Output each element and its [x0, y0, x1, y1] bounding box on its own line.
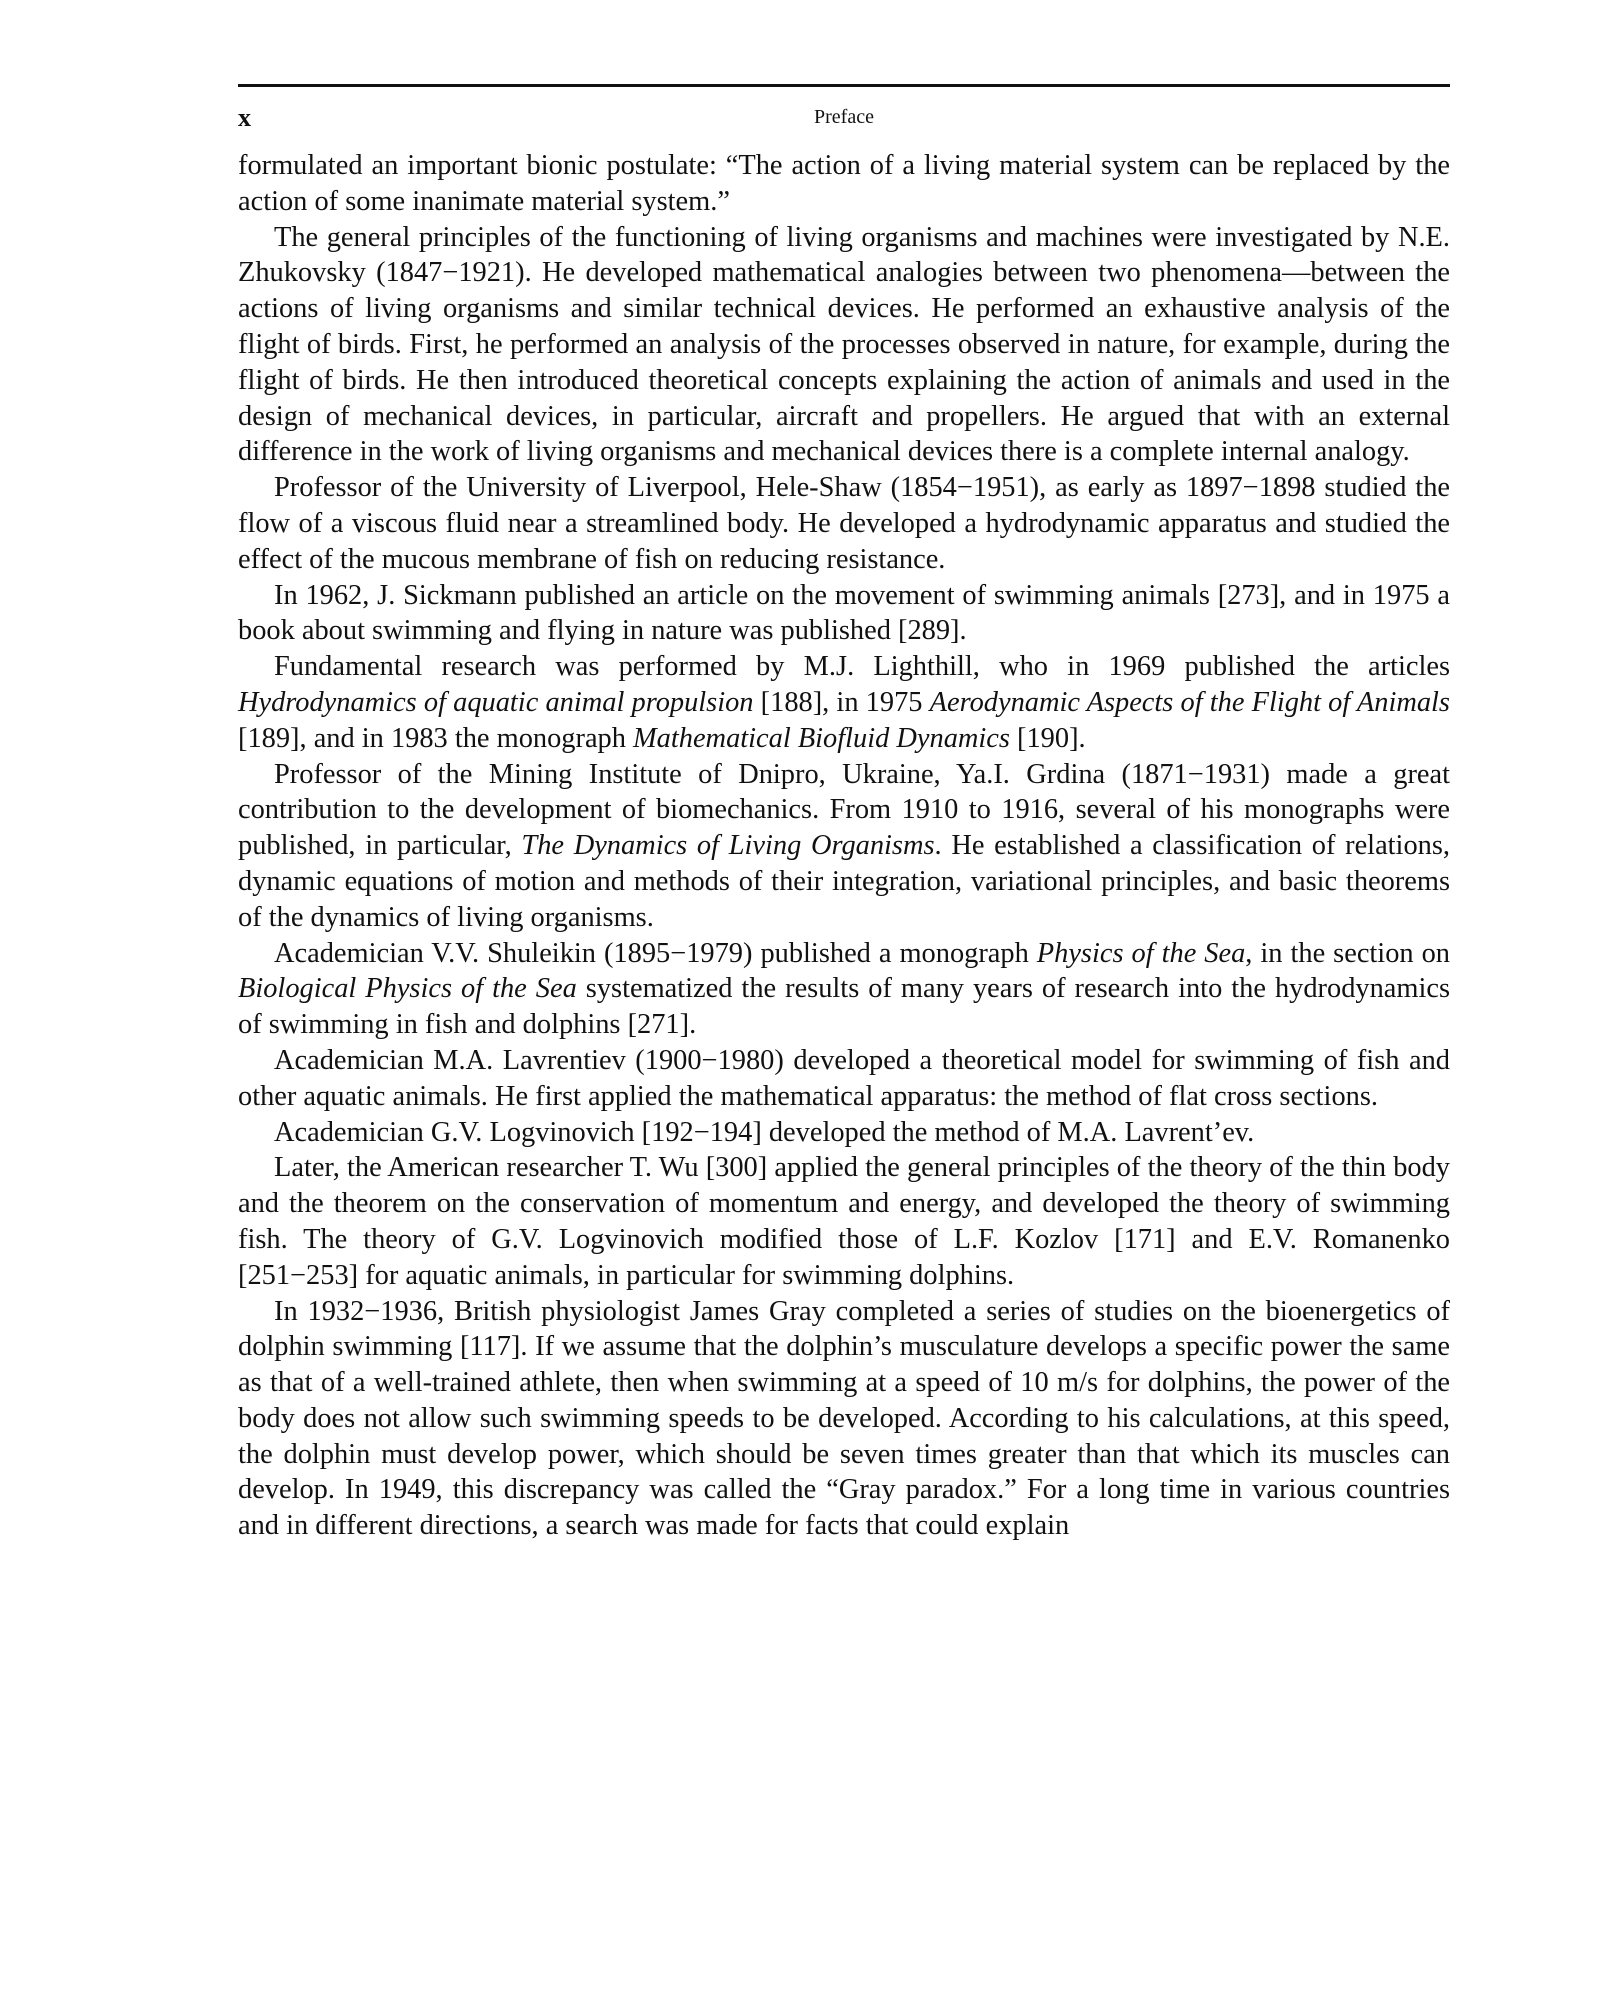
text-run: Fundamental research was performed by M.J. Lighthill, who in 1969 published the articles	[274, 651, 1450, 683]
paragraph	[238, 148, 1450, 220]
text-run: , in the section on	[1245, 937, 1450, 969]
paragraph	[238, 649, 1450, 756]
text-run: Later, the American researcher T. Wu [300] applied the general principles of the theory of the thin body and the theorem on the conservation of momentum and energy, and developed the theory of swimming fish. The theory of G.V. Logvinovich modified those of L.F. Kozlov [171] and E.V. Romanenko [251−253] for aquatic animals, in particular for swimming dolphins.	[238, 1152, 1450, 1291]
text-run: [189], and in 1983 the monograph	[238, 722, 634, 754]
paragraph	[238, 1150, 1450, 1293]
book-page	[238, 84, 1450, 1544]
text-run: In 1962, J. Sickmann published an article on the movement of swimming animals [273], and in 1975 a book about swimming and flying in nature was published [289].	[238, 579, 1450, 647]
text-run: In 1932−1936, British physiologist James Gray completed a series of studies on the bioenergetics of dolphin swimming [117]. If we assume that the dolphin’s musculature develops a specific power the same as that of a well-trained athlete, then when swimming at a speed of 10 m/s for dolphins, the power of the body does not allow such swimming speeds to be developed. According to his calculations, at this speed, the dolphin must develop power, which should be seven times greater than that which its muscles can develop. In 1949, this discrepancy was called the “Gray paradox.” For a long time in various countries and in different directions, a search was made for facts that could explain	[238, 1295, 1450, 1542]
body-text	[238, 148, 1450, 1544]
paragraph	[238, 470, 1450, 577]
paragraph	[238, 1115, 1450, 1151]
paragraph	[238, 1294, 1450, 1545]
text-run: [188], in 1975	[753, 686, 930, 718]
paragraph	[238, 220, 1450, 471]
text-run: Professor of the Mining Institute of Dnipro, Ukraine, Ya.I. Grdina (1871−1931) made a great contribution to the development of biomechanics. From 1910 to 1916, several of his monographs were published, in particular,	[238, 758, 1450, 862]
paragraph	[238, 757, 1450, 936]
text-run: formulated an important bionic postulate: “The action of a living material system can be replaced by the action of some inanimate material system.”	[238, 150, 1450, 217]
text-run: Professor of the University of Liverpool, Hele-Shaw (1854−1951), as early as 1897−1898 studied the flow of a viscous fluid near a streamlined body. He developed a hydrodynamic apparatus and studied the effect of the mucous membrane of fish on reducing resistance.	[238, 472, 1450, 575]
paragraph	[238, 578, 1450, 650]
text-run: Academician G.V. Logvinovich [192−194] developed the method of M.A. Lavrent’ev.	[274, 1116, 1255, 1148]
italic-title: The Dynamics of Living Organisms	[521, 830, 935, 862]
page-number: x	[238, 103, 251, 132]
text-run: Academician M.A. Lavrentiev (1900−1980) developed a theoretical model for swimming of fish and other aquatic animals. He first applied the mathematical apparatus: the method of flat cross sections.	[238, 1044, 1450, 1112]
italic-title: Physics of the Sea	[1036, 937, 1246, 969]
text-run: The general principles of the functioning of living organisms and machines were investigated by N.E. Zhukovsky (1847−1921). He developed mathematical analogies between two phenomena—between the actions of living organisms and similar technical devices. He performed an exhaustive analysis of the flight of birds. First, he performed an analysis of the processes observed in nature, for example, during the flight of birds. He then introduced theoretical concepts explaining the action of animals and used in the design of mechanical devices, in particular, aircraft and propellers. He argued that with an external difference in the work of living organisms and mechanical devices there is a complete internal analogy.	[238, 221, 1450, 468]
italic-title: Aerodynamic Aspects of the Flight of Animals	[929, 686, 1450, 718]
running-title: Preface	[814, 106, 874, 128]
text-run: . He established a classification of relations, dynamic equations of motion and methods of their integration, variational principles, and basic theorems of the dynamics of living organisms.	[238, 830, 1450, 933]
text-run: [190].	[1009, 722, 1086, 754]
italic-title: Hydrodynamics of aquatic animal propulsion	[238, 686, 754, 718]
paragraph	[238, 936, 1450, 1043]
italic-title: Mathematical Biofluid Dynamics	[633, 722, 1010, 754]
italic-title: Biological Physics of the Sea	[238, 973, 577, 1005]
text-run: Academician V.V. Shuleikin (1895−1979) published a monograph	[274, 937, 1037, 969]
running-header	[238, 84, 1450, 131]
text-run: systematized the results of many years of research into the hydrodynamics of swimming in fish and dolphins [271].	[238, 973, 1450, 1041]
paragraph	[238, 1043, 1450, 1115]
